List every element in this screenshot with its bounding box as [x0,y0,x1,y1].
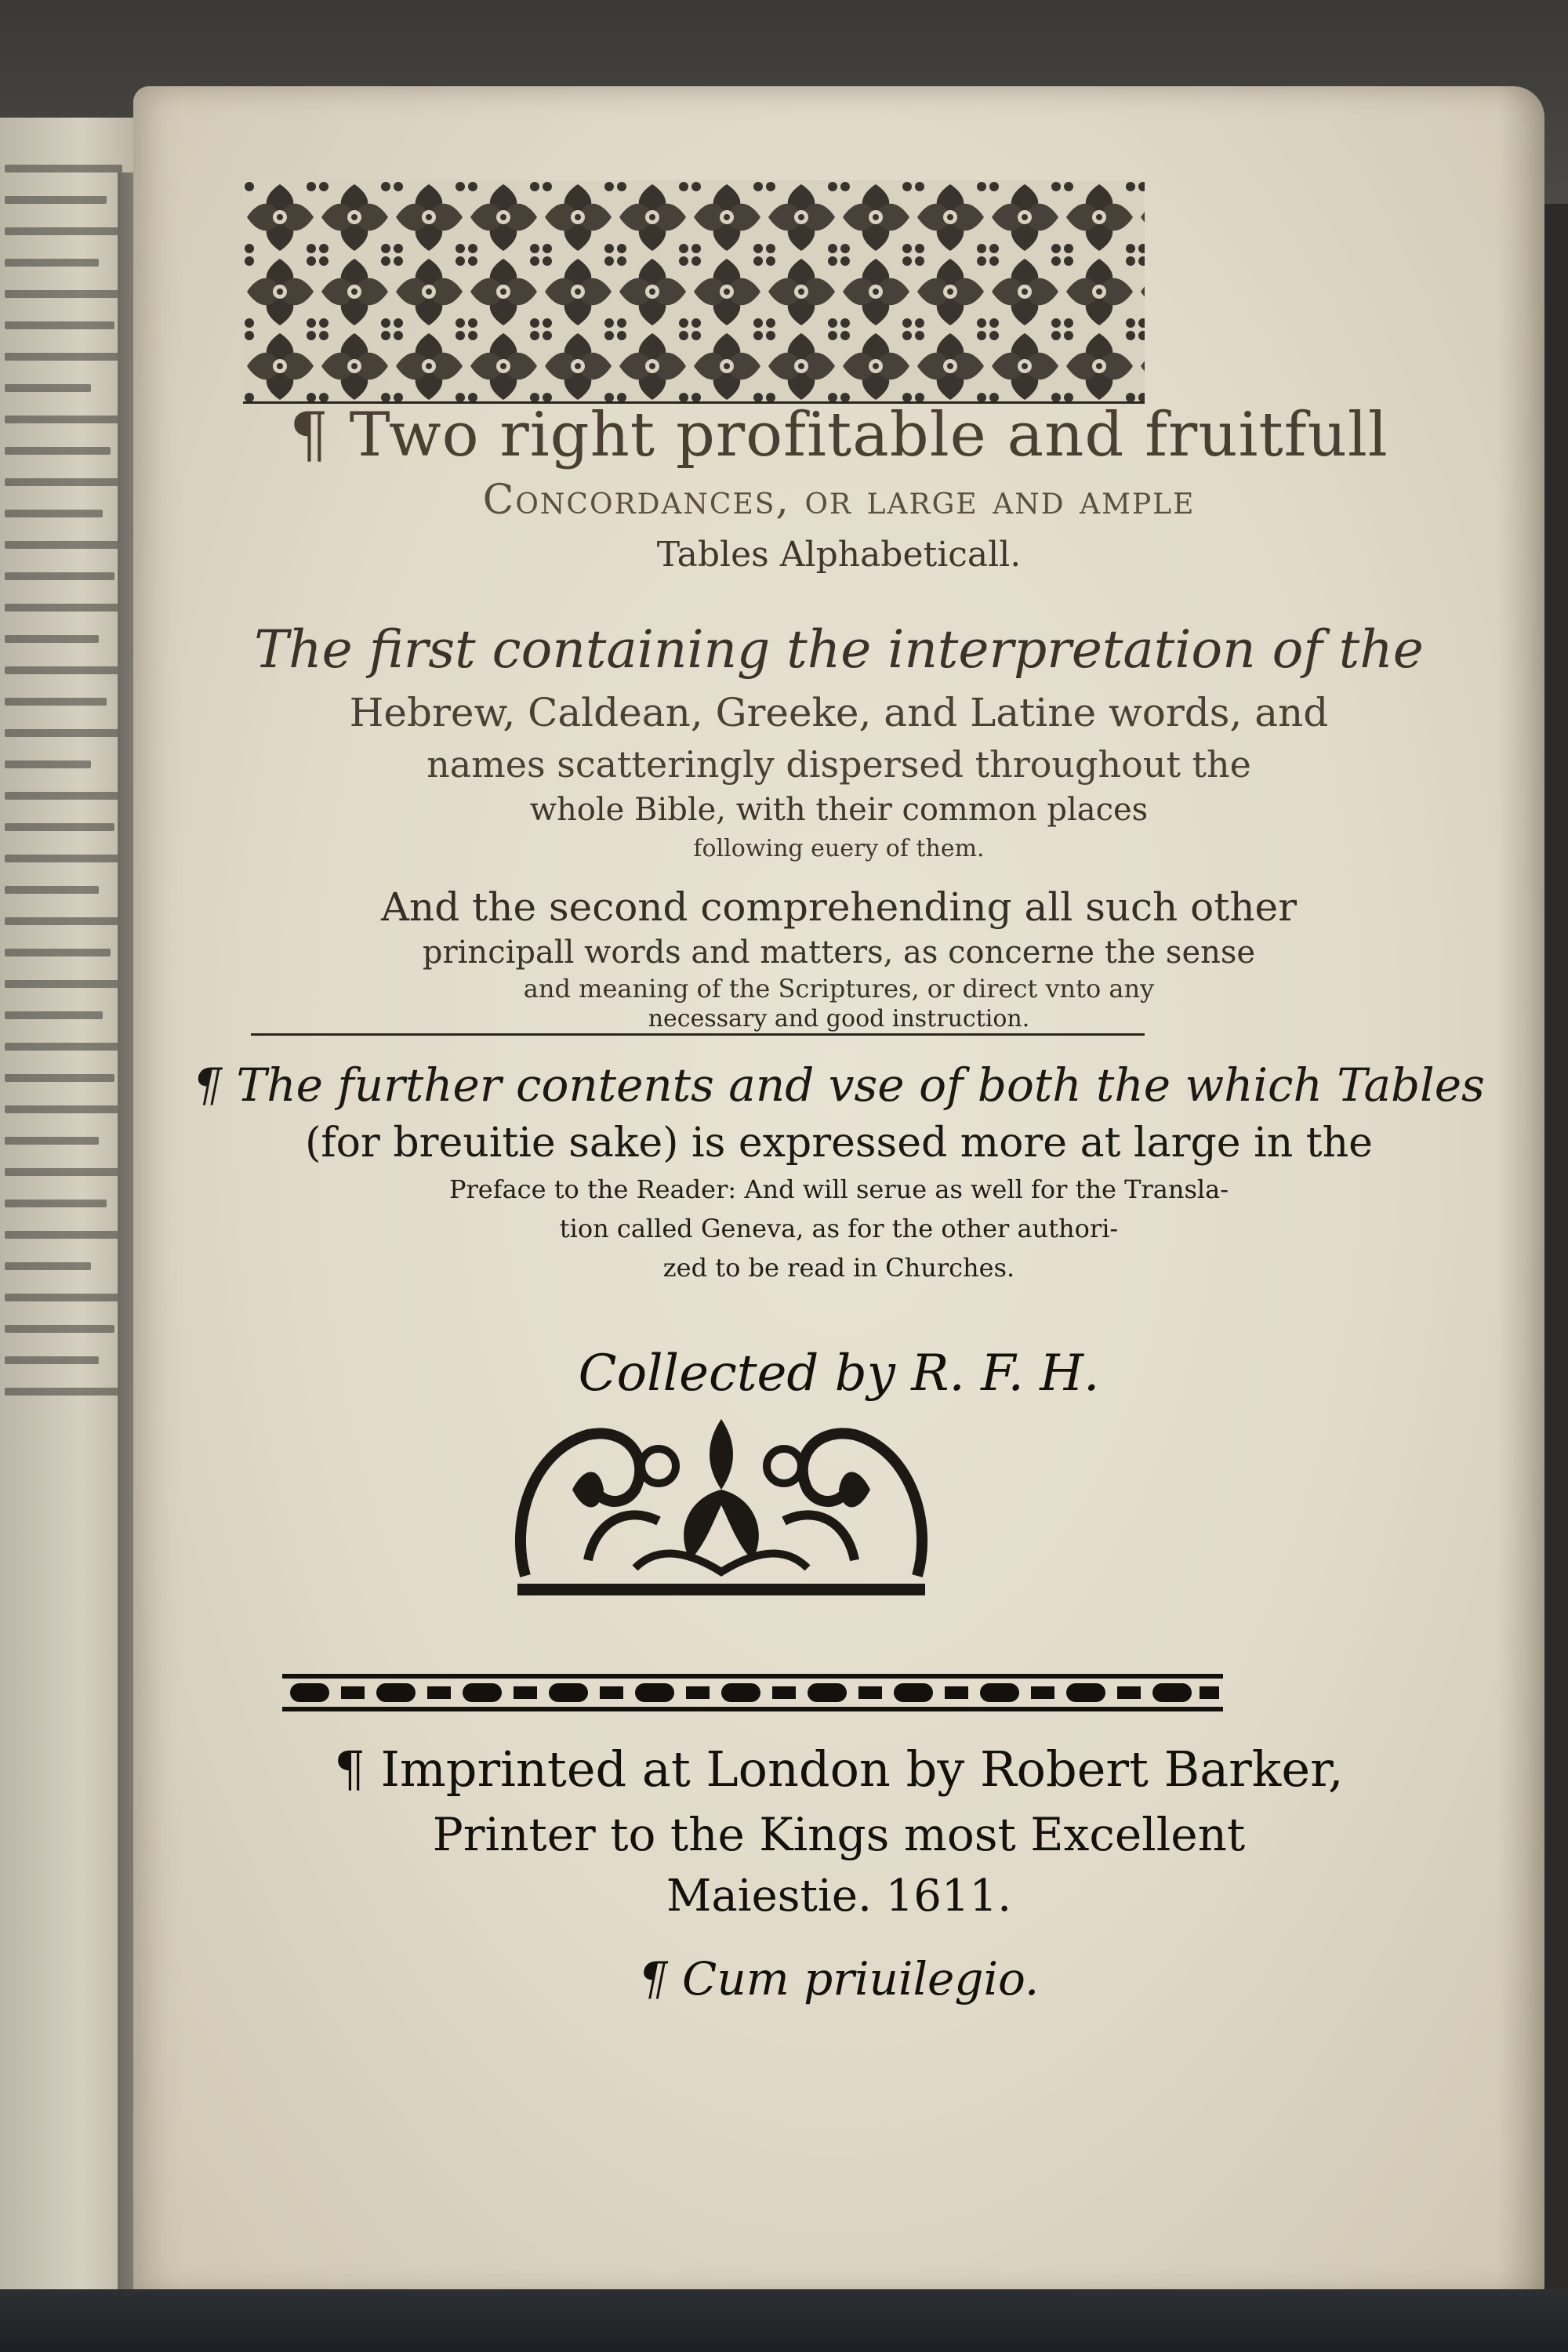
second-table-line-2: principall words and matters, as concerne the sense [422,935,1256,971]
imprint-line-1: ¶ Imprinted at London by Robert Barker, [334,1740,1344,1798]
second-table-line-1: And the second comprehending all such other [380,884,1298,930]
second-table-line-4: necessary and good instruction. [648,1005,1030,1033]
imprint-line-2: Printer to the Kings most Excellent [432,1808,1246,1861]
further-contents-line-2: (for breuitie sake) is expressed more at large in the [305,1120,1373,1167]
title-line-2: Concordances, or large and ample [482,477,1196,524]
title-page [133,86,1544,2297]
headpiece-ornament [243,180,1145,404]
first-table-line-5: following euery of them. [693,835,985,862]
further-contents-line-5: zed to be read in Churches. [662,1253,1015,1283]
second-table-line-3: and meaning of the Scriptures, or direct vnto any [523,974,1155,1004]
cum-privilegio: ¶ Cum priuilegio. [638,1952,1040,2005]
first-table-line-1: The first containing the interpretation of the [254,619,1424,680]
title-line-1: ¶ Two right profitable and fruitfull [289,400,1388,470]
imprint-line-3: Maiestie. 1611. [666,1871,1011,1922]
fleuron-ornament [502,1403,941,1607]
further-contents-line-4: tion called Geneva, as for the other authori- [559,1214,1119,1243]
title-line-3: Tables Alphabeticall. [656,535,1022,575]
rule-above-further [251,1033,1145,1036]
case-bottom-edge [0,2289,1568,2352]
printers-border-strip [282,1674,1223,1711]
collected-by: Collected by R. F. H. [578,1345,1100,1403]
first-table-line-2: Hebrew, Caldean, Greeke, and Latine words, and [349,690,1329,735]
first-table-line-3: names scatteringly dispersed throughout the [426,743,1251,786]
further-contents-line-3: Preface to the Reader: And will serue as well for the Transla- [448,1174,1229,1204]
first-table-line-4: whole Bible, with their common places [529,792,1149,828]
further-contents-line-1: ¶ The further contents and vse of both the which Tables [193,1058,1485,1112]
